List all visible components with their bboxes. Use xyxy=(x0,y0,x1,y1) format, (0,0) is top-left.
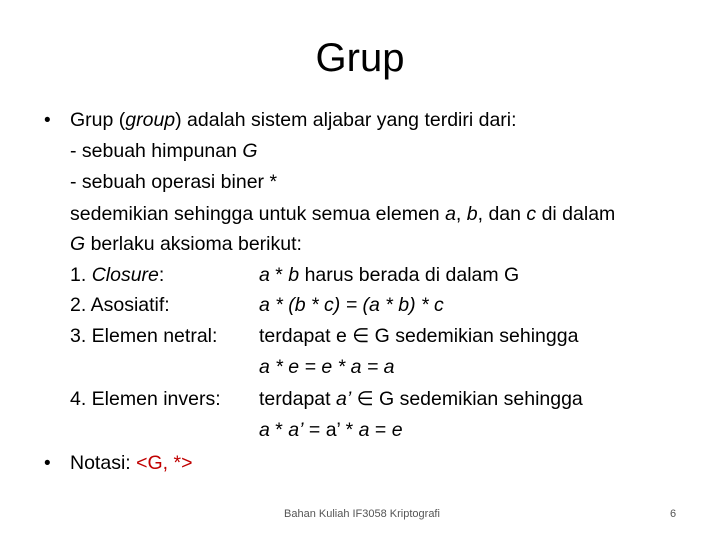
operation-line: - sebuah operasi biner * xyxy=(70,171,278,193)
inverse-rule-text-rest: ∈ G sedemikian sehingga xyxy=(351,388,583,410)
definition-text: Grup ( xyxy=(70,109,126,131)
bullet-marker: • xyxy=(44,110,51,131)
axiom-closure-label xyxy=(70,262,164,288)
sep: , xyxy=(455,203,467,225)
bullet-marker: • xyxy=(44,453,51,474)
closure-rule-text: harus berada di dalam G xyxy=(299,264,520,286)
such-that-text: sedemikian sehingga untuk semua elemen xyxy=(70,203,446,225)
var-a: a xyxy=(358,419,370,441)
axiom-inverse-label: 4. Elemen invers: xyxy=(70,388,221,410)
such-that-line xyxy=(70,201,615,227)
sep: , dan xyxy=(477,203,527,225)
set-text: - sebuah himpunan xyxy=(70,140,243,162)
equals: = xyxy=(369,419,392,441)
closure-term: Closure xyxy=(91,264,159,286)
var-b: b xyxy=(288,264,300,286)
axiom-associative-label: 2. Asosiatif: xyxy=(70,294,170,316)
page-number: 6 xyxy=(670,508,677,520)
axiom-identity-rule: terdapat e ∈ G sedemikian sehingga xyxy=(259,325,579,347)
set-var: G xyxy=(242,140,258,162)
var-a-prime: a’ xyxy=(288,419,304,441)
var-b: b xyxy=(466,203,478,225)
definition-text-rest: ) adalah sistem aljabar yang terdiri dari: xyxy=(175,109,517,131)
var-a-prime: a’ xyxy=(335,388,352,410)
definition-line xyxy=(70,107,517,133)
axiom-closure-rule xyxy=(259,262,519,288)
inverse-rule-text: terdapat xyxy=(259,388,336,410)
var-a: a xyxy=(259,419,270,441)
notation-label: Notasi: xyxy=(70,452,137,474)
axiom-associative-rule: a * (b * c) = (a * b) * c xyxy=(259,294,444,316)
axiom-number: 1. xyxy=(70,264,92,286)
axioms-intro-line xyxy=(70,231,302,257)
axiom-inverse-rule xyxy=(259,386,583,412)
operator: * xyxy=(269,264,289,286)
axiom-inverse-equation xyxy=(259,417,403,443)
set-line xyxy=(70,138,258,164)
var-a: a xyxy=(445,203,456,225)
such-that-text-rest: di dalam xyxy=(536,203,616,225)
colon: : xyxy=(158,264,165,286)
axioms-intro-text: berlaku aksioma berikut: xyxy=(85,233,302,255)
axiom-identity-label: 3. Elemen netral: xyxy=(70,325,218,347)
axiom-identity-equation: a * e = e * a = a xyxy=(259,356,395,378)
equation-middle: = a’ * xyxy=(303,419,359,441)
notation-line xyxy=(70,450,192,476)
var-e: e xyxy=(391,419,403,441)
footer-course: Bahan Kuliah IF3058 Kriptografi xyxy=(284,508,440,520)
slide-title: Grup xyxy=(315,36,405,80)
operator: * xyxy=(269,419,289,441)
group-term: group xyxy=(125,109,176,131)
var-c: c xyxy=(526,203,537,225)
var-a: a xyxy=(259,264,270,286)
set-var: G xyxy=(70,233,86,255)
notation-value: <G, *> xyxy=(136,452,193,474)
